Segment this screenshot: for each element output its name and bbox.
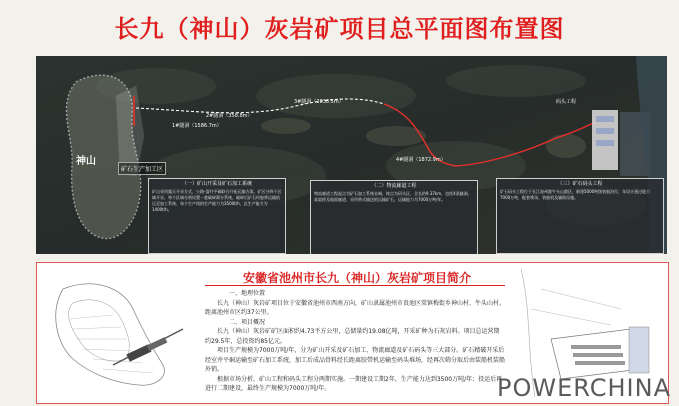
intro-paragraph: 根据市场分析，矿山工程和码头工程分两期实施。一期建设工期2年，生产能力达到3500万吨/年；投运后再进行二期建设，最终生产规模为7000万吨/年。 (205, 375, 503, 392)
info-box-body: 矿山采用露天开采方式，公路-溜井平硐联合开拓运输方案。矿区分四个区域开采，每个区域分别设置一套破碎筛分系统，破碎后矿石经胶带运输机运至加工系统，每个生产线的生产能力为3500t/h，总生产能力为1400t/h。 (152, 189, 282, 212)
info-box-title: （二）物流廊道工程 (371, 183, 417, 189)
tunnel-3-label: 3#隧洞（2838.5m） (294, 99, 344, 105)
intro-text (205, 289, 505, 394)
port-label: 码头工程 (556, 99, 577, 105)
tunnel-2-label: 2#隧洞（358.8m） (206, 113, 253, 119)
info-box-port (496, 178, 664, 254)
info-box-mining (148, 178, 286, 254)
tunnel-1-label: 1#隧洞（1586.7m） (172, 123, 222, 129)
powerchina-watermark: POWERCHINA (497, 374, 671, 402)
info-box-title: （三）矿石码头工程 (557, 181, 603, 187)
intro-section-heading: 一、地理位置 (229, 290, 266, 297)
intro-title: 安徽省池州市长九（神山）灰岩矿项目简介 (242, 271, 471, 285)
page-title: 长九（神山）灰岩矿项目总平面图布置图 (114, 14, 565, 43)
title-divider (205, 285, 505, 286)
mine-site-diagram (43, 269, 193, 397)
intro-section-heading: 二、项目概况 (229, 318, 266, 326)
intro-paragraph: 长九（神山）灰岩矿项目位于安徽省池州市西南方向，矿山隶属池州市贵池区棠镇梅街乡神山村、牛头山村。距离池州市区约37公里。 (205, 299, 506, 316)
plant-area-label: 矿石生产加工区 (118, 162, 166, 175)
info-box-body: 矿石码头工程位于长江池州港牛头山港区，新建5000吨级装船泊位，年设计通过能力7000万吨，配套堆场、装船机及辅助设施。 (500, 189, 651, 200)
aerial-map (36, 56, 667, 254)
intro-paragraph: 长九（神山）灰岩矿矿区面积约4.73平方公里，总储量约19.08亿吨，开采矿种为石灰岩料。项目总运营期约29.5年，总投资约85亿元。 (205, 328, 500, 345)
shenshan-label: 神山 (76, 156, 96, 167)
info-box-corridor (310, 180, 478, 254)
info-box-title: （一）矿山开采及矿石加工系统 (181, 181, 252, 187)
tunnel-4-label: 4#隧洞（1872.9m） (396, 157, 446, 163)
info-box-body: 物流廊道工程起点为矿石加工系统末端，终点为码头区，全长约9.37km，包括4条隧洞、高架桥及地面廊道，采用带式输送机运输矿石，运输能力为7000万吨/年。 (314, 191, 472, 202)
intro-paragraph: 项目生产规模为7000万吨/年，分为矿山开采及矿石加工、物流廊道及矿石码头等三大部分。矿石精破开采后经室井平硐运输至矿石加工系统，加工后成品骨料经长距离胶带机运输至码头堆场，经再次筛分取后由装船机装船外销。 (205, 347, 506, 373)
